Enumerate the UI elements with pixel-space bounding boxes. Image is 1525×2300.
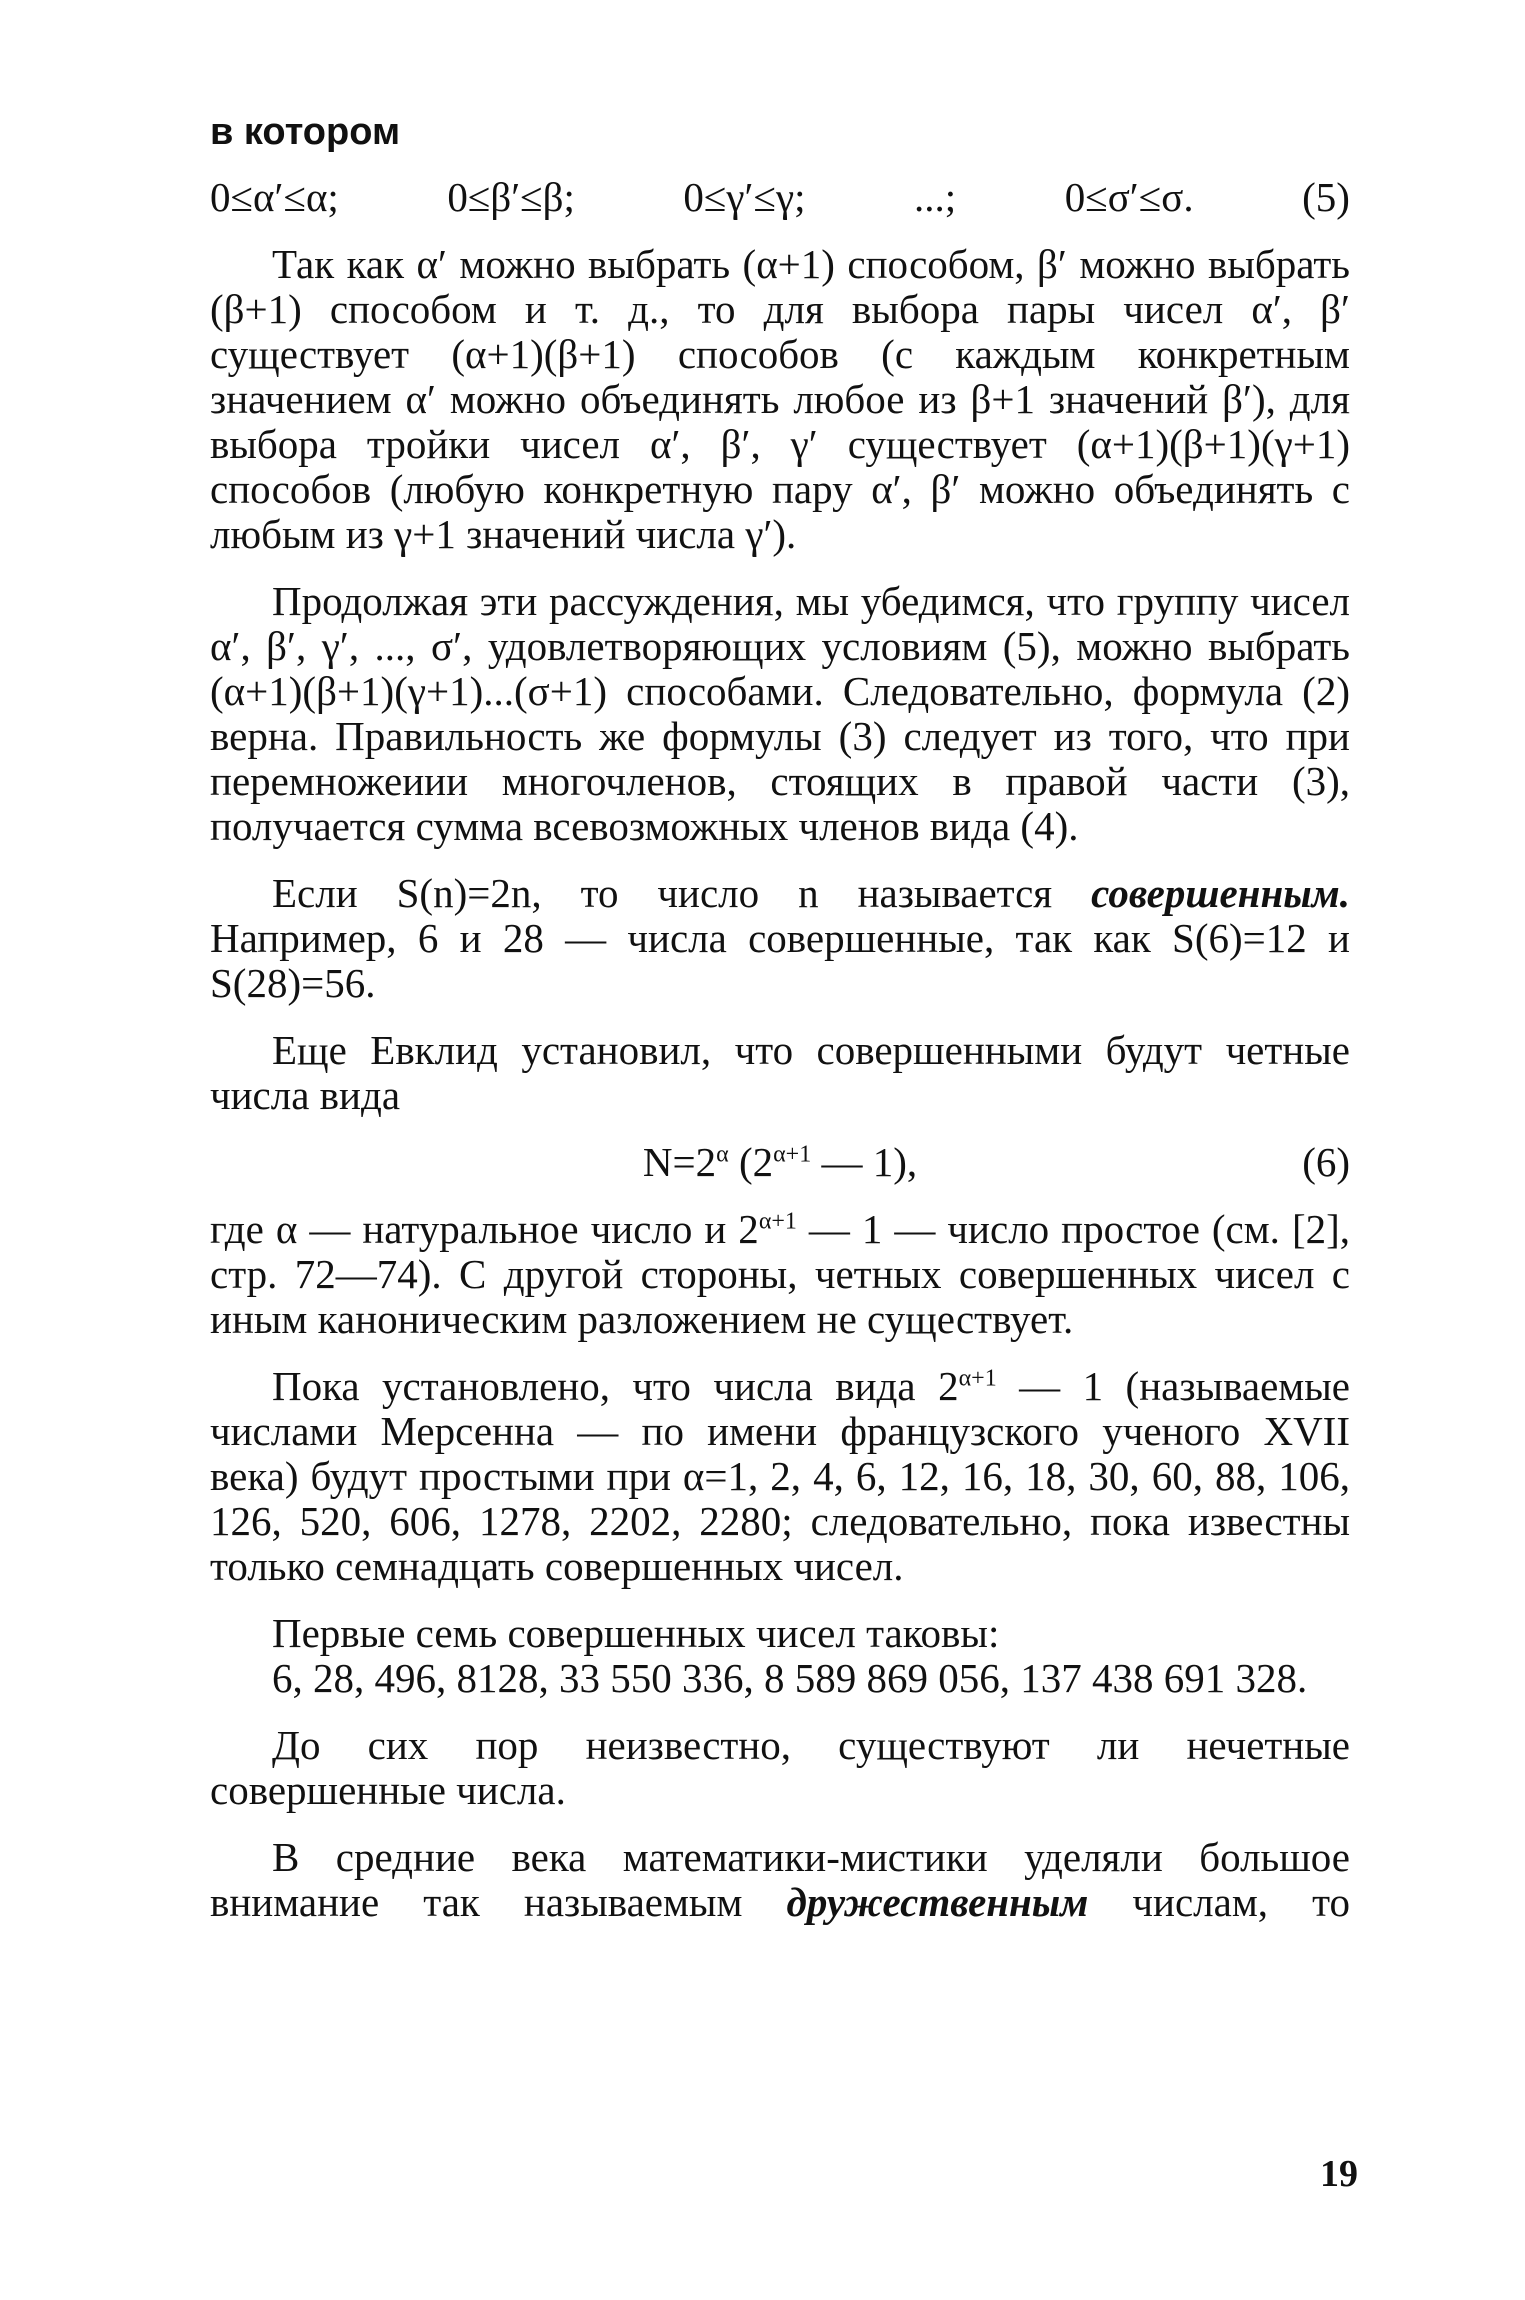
formula-5-part: 0≤α′≤α; [210,174,339,220]
paragraph: До сих пор неизвестно, существуют ли нечетные совершенные числа. [210,1722,1350,1813]
equation-number: (6) [1302,1139,1350,1185]
formula-6-expression: $N=2^\alpha$ ($2^{\alpha+1}$ — 1), [642,1139,918,1185]
formula-5-part: 0≤γ′≤γ; [683,174,806,220]
paragraph [210,871,1350,1006]
paragraph: Продолжая эти рассуждения, мы убедимся, что группу чисел α′, β′, γ′, ..., σ′, удовлетворяющих условиям (5), можно выбрать (α+1)(β+1)(γ+1)...(σ+1) способами. Следовательно, формула (2) верна. Правильность же формулы (3) следует из того, что при перемножеиии многочленов, стоящих в правой части (3), получается сумма всевозможных членов вида (4). [210,578,1350,849]
paragraph: Еще Евклид установил, что совершенными будут четные числа вида [210,1027,1350,1118]
formula-5-part: 0≤σ′≤σ. [1064,174,1194,220]
paragraph: Так как α′ можно выбрать (α+1) способом, β′ можно выбрать (β+1) способом и т. д., то для выбора пары чисел α′, β′ существует (α+1)(β+1) способов (с каждым конкретным значением α′ можно объединять любое из β+1 значений β′), для выбора тройки чисел α′, β′, γ′ существует (α+1)(β+1)(γ+1) способов (любую конкретную пару α′, β′ можно объединять с любым из γ+1 значений числа γ′). [210,241,1350,557]
page-header: в котором [210,111,401,153]
formula-5-part: ...; [914,174,957,220]
page-number: 19 [1320,2153,1358,2195]
term-perfect: совершенным. [1091,870,1350,916]
paragraph: Первые семь совершенных чисел таковы: [272,1610,1000,1656]
formula-5-part: 0≤β′≤β; [447,174,575,220]
paragraph: где α — натуральное число и $2^{\alpha+1}$ — 1 — число простое (см. [2], стр. 72—74). С другой стороны, четных совершенных чисел с иным каноническим разложением не существует. [210,1206,1350,1342]
paragraph: Пока установлено, что числа вида $2^{\alpha+1}$ — 1 (называемые числами Мерсенна — по имени французского ученого XVII века) будут простыми при α=1, 2, 4, 6, 12, 16, 18, 30, 60, 88, 106, 126, 520, 606, 1278, 2202, 2280; следовательно, пока известны только семнадцать совершенных чисел. [210,1363,1350,1589]
paragraph: В средние века математики-мистики уделяли большое внимание так называемым дружественным числам, то [210,1834,1350,1925]
paragraph-text: Если S(n)=2n, то число n называется [272,870,1092,916]
formula-6 [210,1140,1350,1185]
term-amicable: дружественным [786,1879,1089,1925]
equation-number: (5) [1302,174,1350,220]
formula-5 [210,175,1350,220]
page-body [210,110,1350,1925]
perfect-numbers-list: 6, 28, 496, 8128, 33 550 336, 8 589 869 056, 137 438 691 328. [272,1655,1308,1701]
paragraph-text: Например, 6 и 28 — числа совершенные, так как S(6)=12 и S(28)=56. [210,915,1350,1006]
